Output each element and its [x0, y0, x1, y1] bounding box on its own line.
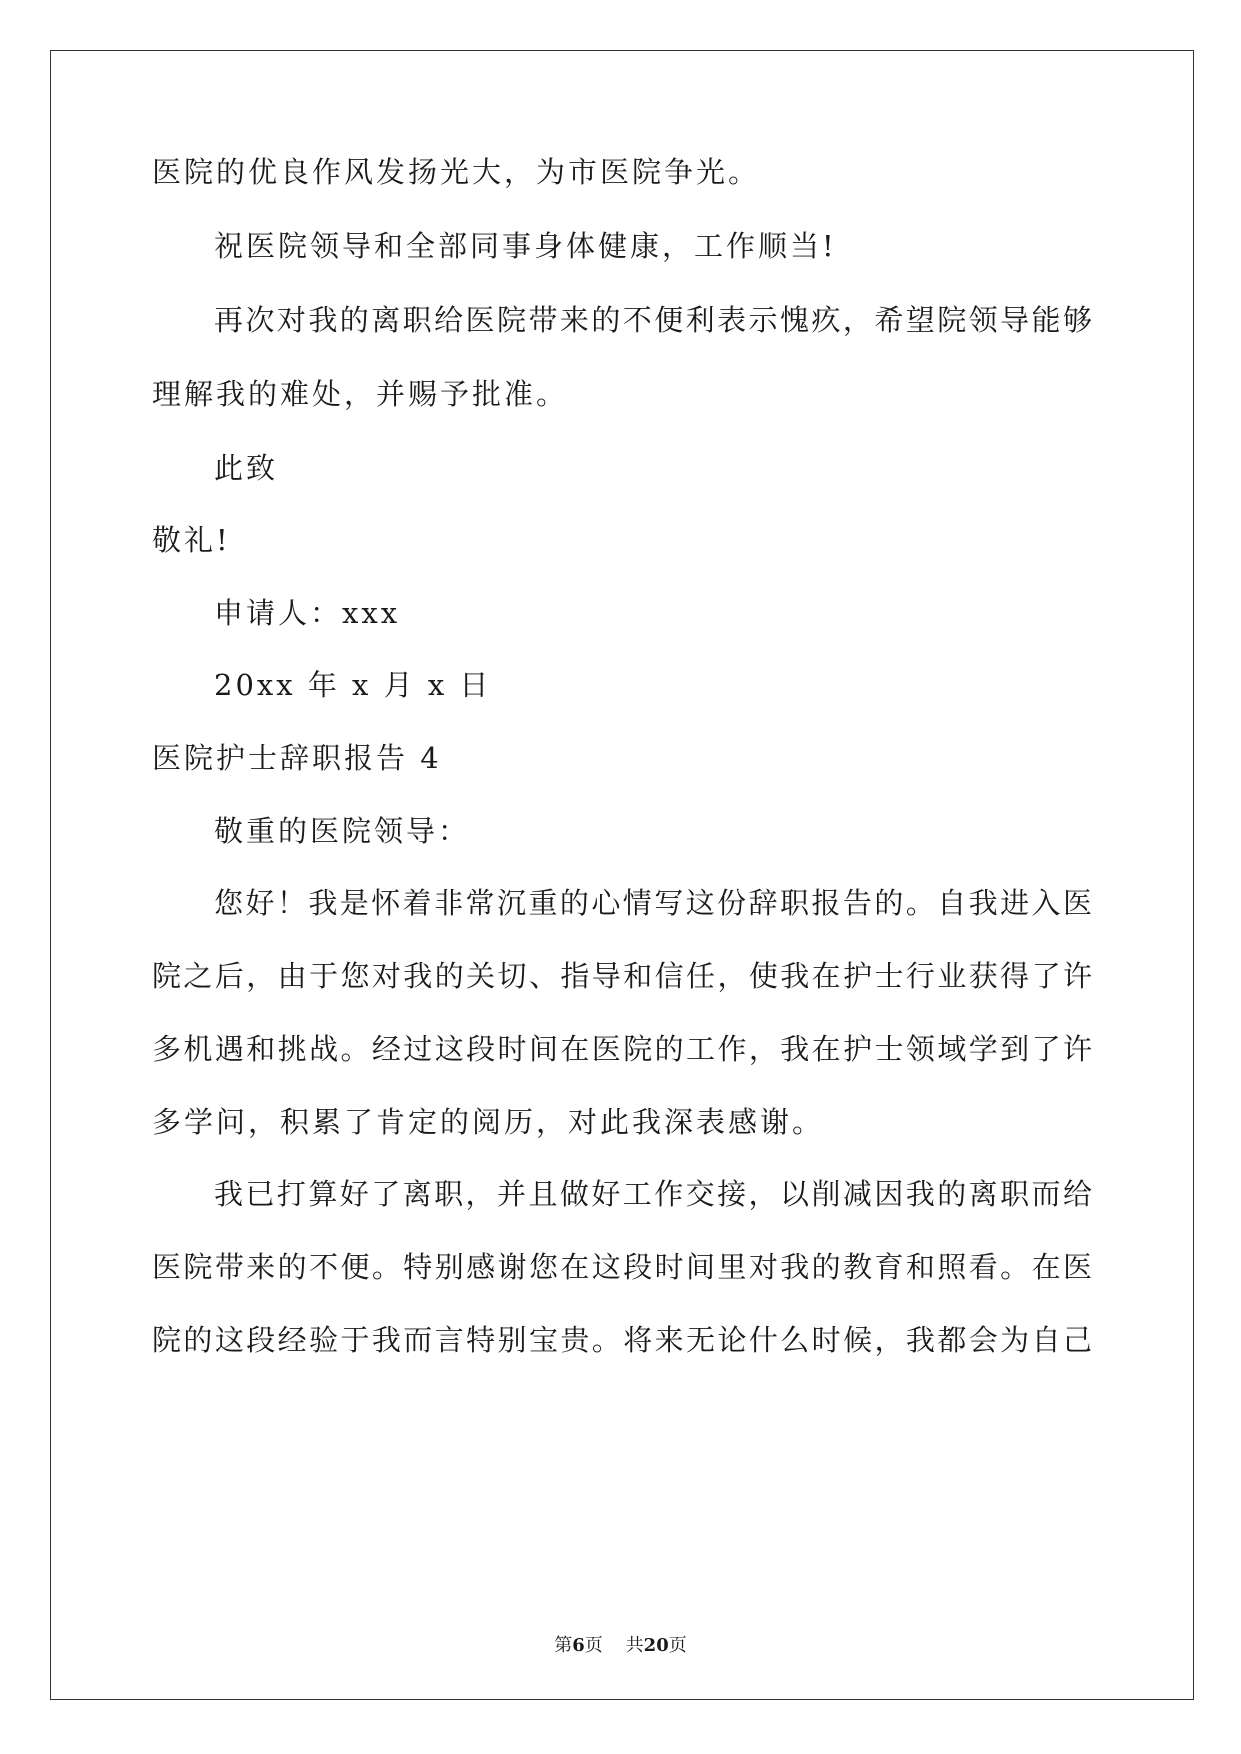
page-suffix: 页 [584, 1635, 603, 1656]
text-line: 您好！我是怀着非常沉重的心情写这份辞职报告的。自我进入医 [214, 886, 1092, 920]
text-line: 多学问，积累了肯定的阅历，对此我深表感谢。 [152, 1105, 825, 1139]
text-line: 医院带来的不便。特别感谢您在这段时间里对我的教育和照看。在医 [152, 1250, 1092, 1284]
text-line: 多机遇和挑战。经过这段时间在医院的工作，我在护士领域学到了许 [152, 1032, 1092, 1066]
closing-salutation: 此致 [214, 451, 279, 485]
page-prefix: 第 [554, 1635, 573, 1656]
letter-greeting: 敬重的医院领导： [214, 814, 471, 848]
total-pages: 20 [643, 1635, 669, 1656]
text-line: 理解我的难处，并赐予批准。 [152, 377, 569, 411]
text-line: 我已打算好了离职，并且做好工作交接，以削减因我的离职而给 [214, 1177, 1092, 1211]
page-number: 6 [572, 1635, 585, 1656]
page-footer [0, 1634, 1241, 1658]
text-line: 医院的优良作风发扬光大，为市医院争光。 [152, 155, 761, 189]
text-line: 院之后，由于您对我的关切、指导和信任，使我在护士行业获得了许 [152, 959, 1092, 993]
signature-date: 20xx 年 x 月 x 日 [214, 668, 492, 702]
section-heading: 医院护士辞职报告 4 [152, 741, 442, 775]
text-line: 祝医院领导和全部同事身体健康，工作顺当! [214, 229, 837, 263]
applicant-signature: 申请人：xxx [214, 596, 401, 630]
page-border [50, 50, 1194, 1700]
text-line: 院的这段经验于我而言特别宝贵。将来无论什么时候，我都会为自己 [152, 1323, 1092, 1357]
closing-regards: 敬礼! [152, 523, 231, 557]
text-line: 再次对我的离职给医院带来的不便利表示愧疚，希望院领导能够 [214, 303, 1092, 337]
total-suffix: 页 [668, 1635, 687, 1656]
total-prefix: 共 [625, 1635, 644, 1656]
